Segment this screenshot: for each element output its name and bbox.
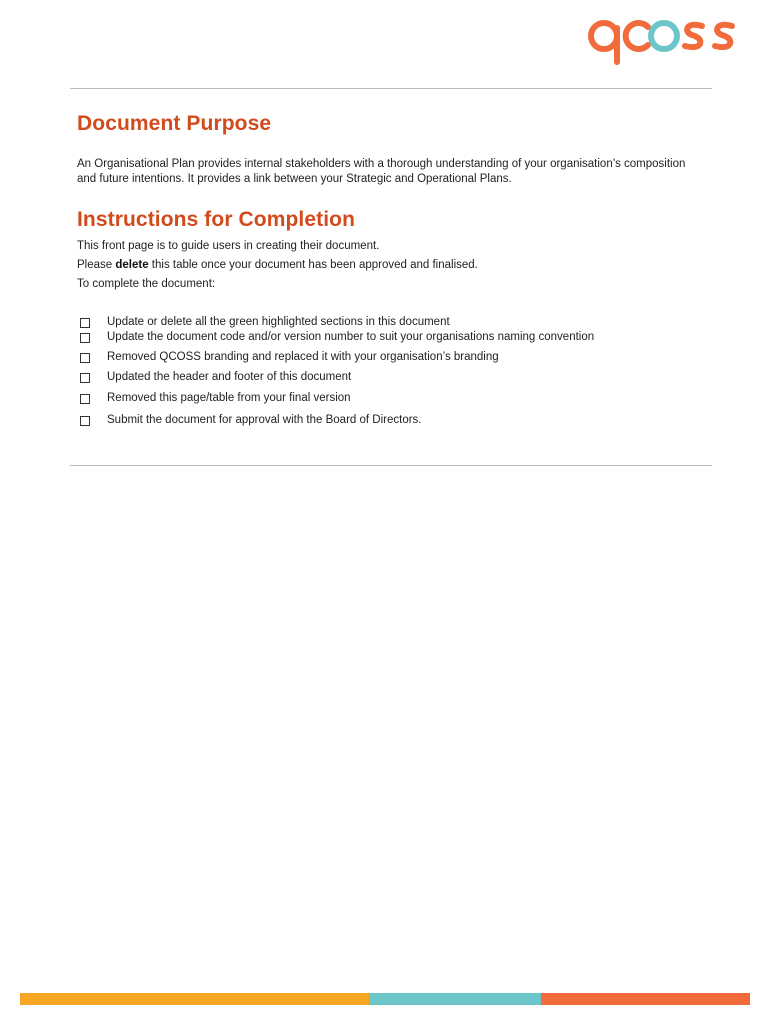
checklist-label: Update the document code and/or version number to suit your organisations naming convention — [107, 331, 595, 343]
instructions-line-2: Please delete this table once your document has been approved and finalised. — [77, 259, 478, 271]
checklist-item[interactable] — [80, 391, 351, 407]
checklist-label: Updated the header and footer of this document — [107, 371, 352, 383]
delete-emphasis: delete — [115, 259, 149, 271]
document-purpose-heading: Document Purpose — [77, 112, 272, 135]
checkbox[interactable] — [80, 333, 90, 343]
checklist-item[interactable] — [80, 330, 595, 346]
checklist-label: Removed QCOSS branding and replaced it with your organisation’s branding — [107, 351, 499, 363]
checklist-item[interactable] — [80, 370, 352, 386]
checkbox[interactable] — [80, 394, 90, 404]
instructions-heading: Instructions for Completion — [77, 208, 356, 231]
instructions-line-1: This front page is to guide users in creating their document. — [77, 240, 380, 252]
checkbox[interactable] — [80, 416, 90, 426]
checklist-item[interactable] — [80, 350, 499, 366]
checklist-label: Submit the document for approval with the Board of Directors. — [107, 414, 422, 426]
document-purpose-text: An Organisational Plan provides internal stakeholders with a thorough understanding of your organisation’s composition and future intentions. It provides a link between your Strategic and Operational Plans. — [77, 158, 686, 185]
checklist-label: Update or delete all the green highlighted sections in this document — [107, 316, 450, 328]
top-divider — [70, 88, 712, 89]
checkbox[interactable] — [80, 318, 90, 328]
instructions-line-3: To complete the document: — [77, 278, 216, 290]
checklist-item[interactable] — [80, 413, 422, 429]
checklist-label: Removed this page/table from your final version — [107, 392, 351, 404]
bottom-divider — [70, 465, 712, 466]
checkbox[interactable] — [80, 353, 90, 363]
checklist-item[interactable] — [80, 315, 450, 331]
qcoss-logo — [586, 14, 752, 66]
checkbox[interactable] — [80, 373, 90, 383]
footer-bar-orange — [541, 993, 750, 1005]
footer-bar-amber — [20, 993, 369, 1005]
footer-bar-teal — [369, 993, 541, 1005]
